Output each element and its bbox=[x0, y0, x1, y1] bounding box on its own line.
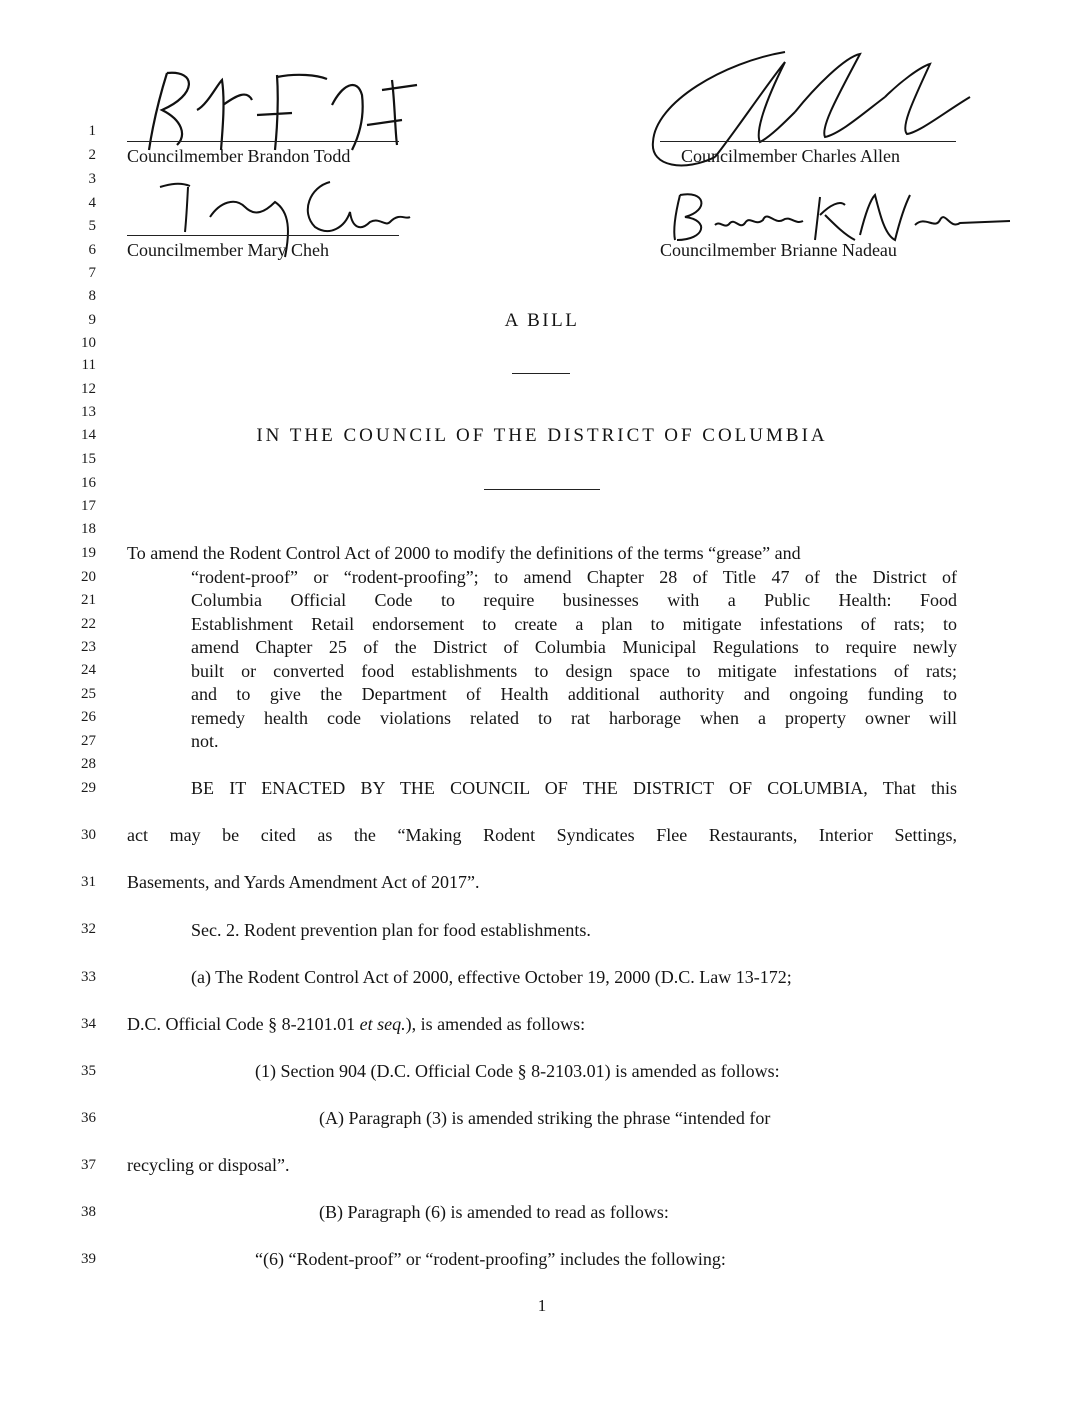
signature-line bbox=[127, 141, 399, 142]
line-number: 16 bbox=[81, 475, 96, 491]
signer-name: Councilmember Brandon Todd bbox=[127, 146, 351, 166]
line-number: 38 bbox=[81, 1204, 96, 1220]
line-number: 10 bbox=[81, 335, 96, 351]
line-number: 25 bbox=[81, 686, 96, 702]
title-rule bbox=[512, 373, 570, 374]
line-number: 15 bbox=[81, 451, 96, 467]
line-number: 8 bbox=[88, 288, 96, 304]
line-number: 11 bbox=[81, 357, 96, 373]
purpose-line: amend Chapter 25 of the District of Columbia Municipal Regulations to require newly bbox=[191, 637, 957, 657]
enacting-clause: BE IT ENACTED BY THE COUNCIL OF THE DISTRICT OF COLUMBIA, That this bbox=[191, 778, 957, 798]
purpose-paragraph bbox=[127, 542, 957, 754]
line-number: 37 bbox=[81, 1157, 96, 1173]
body-line: Basements, and Yards Amendment Act of 2017”. bbox=[127, 872, 480, 892]
body-text: D.C. Official Code § 8-2101.01 bbox=[127, 1014, 360, 1034]
body-line: “(6) “Rodent-proof” or “rodent-proofing” includes the following: bbox=[255, 1249, 726, 1269]
line-number: 24 bbox=[81, 662, 96, 678]
line-number: 22 bbox=[81, 616, 96, 632]
signer-name: Councilmember Mary Cheh bbox=[127, 240, 329, 260]
line-number: 23 bbox=[81, 639, 96, 655]
line-number: 32 bbox=[81, 921, 96, 937]
section-heading: Sec. 2. Rodent prevention plan for food establishments. bbox=[191, 920, 591, 940]
line-number: 17 bbox=[81, 498, 96, 514]
purpose-line: To amend the Rodent Control Act of 2000 to modify the definitions of the terms “grease” and bbox=[127, 543, 801, 563]
line-number: 28 bbox=[81, 756, 96, 772]
line-number: 7 bbox=[88, 265, 96, 281]
line-number: 1 bbox=[88, 123, 96, 139]
signature-line bbox=[127, 235, 399, 236]
line-number: 31 bbox=[81, 874, 96, 890]
body-line: (1) Section 904 (D.C. Official Code § 8-2103.01) is amended as follows: bbox=[255, 1061, 780, 1081]
line-number: 27 bbox=[81, 733, 96, 749]
line-number: 5 bbox=[88, 218, 96, 234]
body-line: (A) Paragraph (3) is amended striking the phrase “intended for bbox=[319, 1108, 771, 1128]
body-line: (B) Paragraph (6) is amended to read as follows: bbox=[319, 1202, 669, 1222]
purpose-line: remedy health code violations related to rat harborage when a property owner will bbox=[191, 707, 957, 728]
line-number: 6 bbox=[88, 242, 96, 258]
line-number: 4 bbox=[88, 195, 96, 211]
line-number: 35 bbox=[81, 1063, 96, 1079]
signer-name: Councilmember Brianne Nadeau bbox=[660, 240, 897, 260]
council-title: IN THE COUNCIL OF THE DISTRICT OF COLUMBIA bbox=[256, 425, 828, 446]
line-number: 9 bbox=[88, 312, 96, 328]
line-number: 13 bbox=[81, 404, 96, 420]
purpose-line: “rodent-proof” or “rodent-proofing”; to amend Chapter 28 of Title 47 of the District of bbox=[191, 566, 957, 587]
line-number: 30 bbox=[81, 827, 96, 843]
purpose-line: and to give the Department of Health additional authority and ongoing funding to bbox=[191, 684, 957, 704]
line-number: 3 bbox=[88, 171, 96, 187]
body-line: recycling or disposal”. bbox=[127, 1155, 290, 1175]
line-number: 18 bbox=[81, 521, 96, 537]
line-number: 26 bbox=[81, 709, 96, 725]
line-number: 2 bbox=[88, 147, 96, 163]
purpose-line: not. bbox=[191, 731, 219, 751]
line-number: 36 bbox=[81, 1110, 96, 1126]
line-number: 12 bbox=[81, 381, 96, 397]
purpose-line: built or converted food establishments to design space to mitigate infestations of rats; bbox=[191, 660, 957, 681]
council-rule bbox=[484, 489, 600, 490]
body-line: act may be cited as the “Making Rodent Syndicates Flee Restaurants, Interior Settings, bbox=[127, 825, 957, 845]
purpose-line: Columbia Official Code to require businesses with a Public Health: Food bbox=[191, 590, 957, 610]
signer-name: Councilmember Charles Allen bbox=[681, 146, 900, 166]
line-number: 29 bbox=[81, 780, 96, 796]
line-number: 33 bbox=[81, 969, 96, 985]
bill-title: A BILL bbox=[504, 310, 580, 331]
page-number: 1 bbox=[537, 1296, 547, 1315]
line-number: 19 bbox=[81, 545, 96, 561]
line-number: 21 bbox=[81, 592, 96, 608]
body-line bbox=[127, 1014, 585, 1034]
body-line: (a) The Rodent Control Act of 2000, effective October 19, 2000 (D.C. Law 13-172; bbox=[191, 967, 792, 987]
body-text-italic: et seq. bbox=[359, 1014, 406, 1034]
purpose-line: Establishment Retail endorsement to create a plan to mitigate infestations of rats; to bbox=[191, 613, 957, 634]
body-text: ), is amended as follows: bbox=[405, 1014, 586, 1034]
signature-line bbox=[660, 141, 956, 142]
line-number: 39 bbox=[81, 1251, 96, 1267]
line-number: 14 bbox=[81, 427, 96, 443]
line-number: 34 bbox=[81, 1016, 96, 1032]
line-number: 20 bbox=[81, 569, 96, 585]
